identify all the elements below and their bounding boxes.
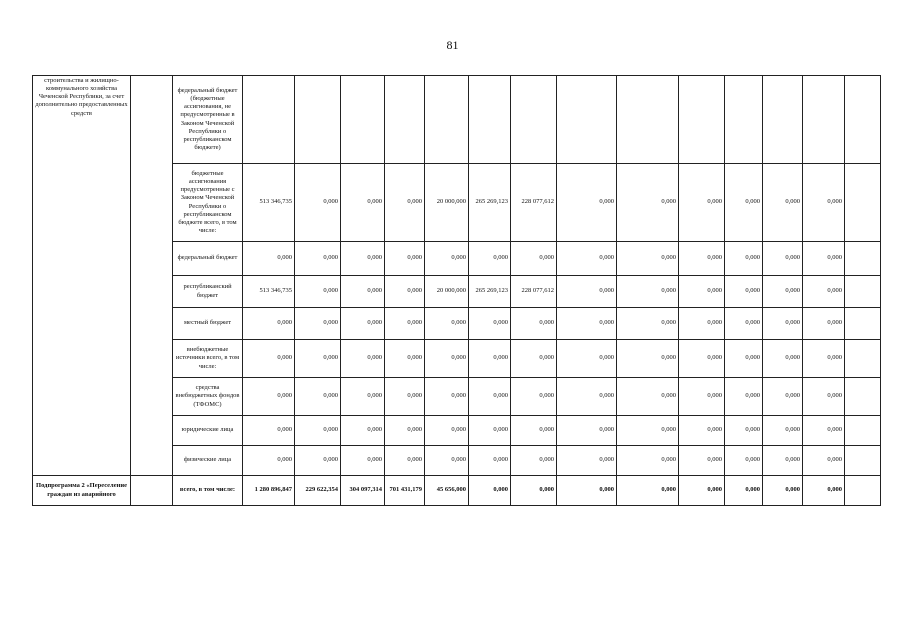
section-2-body <box>33 476 881 506</box>
amount-cell <box>845 76 881 164</box>
amount-cell <box>845 340 881 378</box>
funding-source-cell: местный бюджет <box>173 308 243 340</box>
amount-cell: 0,000 <box>763 242 803 276</box>
amount-cell: 0,000 <box>385 446 425 476</box>
amount-cell: 0,000 <box>295 446 341 476</box>
amount-cell: 0,000 <box>679 340 725 378</box>
amount-cell: 0,000 <box>617 446 679 476</box>
amount-cell <box>845 276 881 308</box>
amount-cell <box>679 76 725 164</box>
amount-cell: 0,000 <box>341 164 385 242</box>
amount-cell: 0,000 <box>295 416 341 446</box>
amount-cell: 0,000 <box>679 476 725 506</box>
amount-cell: 0,000 <box>511 308 557 340</box>
amount-cell <box>845 308 881 340</box>
amount-cell: 0,000 <box>295 164 341 242</box>
page-number: 81 <box>446 38 459 52</box>
amount-cell <box>845 164 881 242</box>
amount-cell: 513 346,735 <box>243 276 295 308</box>
amount-cell: 0,000 <box>341 446 385 476</box>
amount-cell: 45 656,000 <box>425 476 469 506</box>
funding-source-cell: внебюджетные источники всего, в том числе: <box>173 340 243 378</box>
amount-cell: 0,000 <box>557 446 617 476</box>
amount-cell: 0,000 <box>295 340 341 378</box>
amount-cell: 0,000 <box>385 308 425 340</box>
amount-cell: 0,000 <box>617 476 679 506</box>
amount-cell: 0,000 <box>679 164 725 242</box>
amount-cell: 0,000 <box>679 446 725 476</box>
amount-cell: 0,000 <box>385 378 425 416</box>
executor-cell <box>131 476 173 506</box>
amount-cell <box>803 76 845 164</box>
amount-cell: 0,000 <box>243 242 295 276</box>
amount-cell: 701 431,179 <box>385 476 425 506</box>
amount-cell: 0,000 <box>617 164 679 242</box>
amount-cell: 0,000 <box>341 242 385 276</box>
amount-cell: 0,000 <box>341 276 385 308</box>
amount-cell: 20 000,000 <box>425 276 469 308</box>
amount-cell: 0,000 <box>295 308 341 340</box>
amount-cell: 0,000 <box>557 416 617 446</box>
amount-cell: 0,000 <box>425 446 469 476</box>
amount-cell: 0,000 <box>803 476 845 506</box>
budget-table <box>32 75 881 506</box>
amount-cell <box>725 76 763 164</box>
amount-cell: 0,000 <box>295 242 341 276</box>
amount-cell: 0,000 <box>243 340 295 378</box>
subprogram-name-cell: Подпрограмма 2 «Переселение граждан из аварийного <box>33 476 131 506</box>
amount-cell: 0,000 <box>679 416 725 446</box>
amount-cell: 0,000 <box>679 308 725 340</box>
amount-cell: 0,000 <box>243 416 295 446</box>
amount-cell: 0,000 <box>763 340 803 378</box>
amount-cell: 0,000 <box>385 416 425 446</box>
amount-cell: 0,000 <box>511 242 557 276</box>
amount-cell: 0,000 <box>243 308 295 340</box>
amount-cell: 0,000 <box>803 242 845 276</box>
amount-cell: 0,000 <box>725 476 763 506</box>
amount-cell: 0,000 <box>469 378 511 416</box>
amount-cell: 0,000 <box>341 378 385 416</box>
amount-cell: 0,000 <box>763 276 803 308</box>
amount-cell: 0,000 <box>511 340 557 378</box>
amount-cell: 0,000 <box>679 242 725 276</box>
amount-cell: 229 622,354 <box>295 476 341 506</box>
amount-cell: 0,000 <box>725 276 763 308</box>
amount-cell: 0,000 <box>763 446 803 476</box>
amount-cell: 0,000 <box>763 476 803 506</box>
program-name-cell: строительства и жилищно-коммунального хозяйства Чеченской Республики, за счет дополнительно предоставленных средств <box>33 76 131 476</box>
funding-source-cell: республиканский бюджет <box>173 276 243 308</box>
amount-cell: 0,000 <box>557 378 617 416</box>
amount-cell: 0,000 <box>511 476 557 506</box>
amount-cell: 0,000 <box>617 340 679 378</box>
amount-cell: 0,000 <box>511 378 557 416</box>
amount-cell: 0,000 <box>469 242 511 276</box>
amount-cell: 0,000 <box>725 340 763 378</box>
amount-cell: 1 280 896,847 <box>243 476 295 506</box>
funding-source-cell: физические лица <box>173 446 243 476</box>
amount-cell: 304 097,314 <box>341 476 385 506</box>
amount-cell: 0,000 <box>469 308 511 340</box>
amount-cell: 0,000 <box>617 308 679 340</box>
amount-cell: 228 077,612 <box>511 276 557 308</box>
amount-cell: 228 077,612 <box>511 164 557 242</box>
amount-cell <box>845 446 881 476</box>
amount-cell <box>385 76 425 164</box>
amount-cell: 0,000 <box>385 276 425 308</box>
funding-source-cell: юридические лица <box>173 416 243 446</box>
amount-cell: 0,000 <box>295 378 341 416</box>
amount-cell: 0,000 <box>469 446 511 476</box>
amount-cell: 0,000 <box>469 340 511 378</box>
amount-cell: 0,000 <box>425 308 469 340</box>
amount-cell: 0,000 <box>725 308 763 340</box>
amount-cell: 0,000 <box>425 416 469 446</box>
amount-cell: 0,000 <box>557 276 617 308</box>
amount-cell: 0,000 <box>763 164 803 242</box>
amount-cell: 0,000 <box>679 276 725 308</box>
amount-cell: 0,000 <box>243 446 295 476</box>
amount-cell: 0,000 <box>803 164 845 242</box>
amount-cell: 0,000 <box>803 446 845 476</box>
amount-cell <box>425 76 469 164</box>
amount-cell: 0,000 <box>803 276 845 308</box>
amount-cell: 0,000 <box>469 416 511 446</box>
amount-cell: 0,000 <box>617 276 679 308</box>
amount-cell: 0,000 <box>295 276 341 308</box>
amount-cell <box>845 416 881 446</box>
amount-cell: 0,000 <box>385 164 425 242</box>
amount-cell: 0,000 <box>725 416 763 446</box>
amount-cell: 0,000 <box>425 242 469 276</box>
amount-cell: 513 346,735 <box>243 164 295 242</box>
amount-cell: 0,000 <box>511 416 557 446</box>
amount-cell: 0,000 <box>725 164 763 242</box>
amount-cell: 0,000 <box>557 308 617 340</box>
amount-cell: 0,000 <box>617 242 679 276</box>
amount-cell: 0,000 <box>557 476 617 506</box>
amount-cell: 0,000 <box>803 378 845 416</box>
amount-cell <box>295 76 341 164</box>
amount-cell: 0,000 <box>725 242 763 276</box>
amount-cell <box>511 76 557 164</box>
executor-cell <box>131 76 173 476</box>
amount-cell: 0,000 <box>425 378 469 416</box>
funding-source-cell: средства внебюджетных фондов (ТФОМС) <box>173 378 243 416</box>
amount-cell <box>845 242 881 276</box>
amount-cell: 0,000 <box>763 416 803 446</box>
amount-cell: 0,000 <box>803 416 845 446</box>
amount-cell: 0,000 <box>425 340 469 378</box>
table-row <box>33 76 881 164</box>
funding-source-cell: всего, в том числе: <box>173 476 243 506</box>
amount-cell <box>557 76 617 164</box>
amount-cell <box>469 76 511 164</box>
amount-cell: 20 000,000 <box>425 164 469 242</box>
funding-source-cell: бюджетные ассигнования предусмотренные с Законом Чеченской Республики о республиканском бюджете всего, в том числе: <box>173 164 243 242</box>
amount-cell: 265 269,123 <box>469 276 511 308</box>
amount-cell: 0,000 <box>725 378 763 416</box>
amount-cell: 0,000 <box>617 416 679 446</box>
amount-cell <box>845 476 881 506</box>
amount-cell: 0,000 <box>763 308 803 340</box>
amount-cell: 0,000 <box>341 416 385 446</box>
amount-cell <box>763 76 803 164</box>
section-1-body <box>33 76 881 476</box>
amount-cell: 0,000 <box>803 308 845 340</box>
amount-cell: 0,000 <box>617 378 679 416</box>
amount-cell: 0,000 <box>243 378 295 416</box>
amount-cell: 0,000 <box>803 340 845 378</box>
amount-cell: 0,000 <box>341 340 385 378</box>
table-row <box>33 476 881 506</box>
amount-cell: 0,000 <box>385 242 425 276</box>
funding-source-cell: федеральный бюджет (бюджетные ассигнования, не предусмотренные в Законом Чеченской Республики о республиканском бюджете) <box>173 76 243 164</box>
amount-cell: 0,000 <box>725 446 763 476</box>
amount-cell: 0,000 <box>341 308 385 340</box>
amount-cell <box>617 76 679 164</box>
amount-cell <box>845 378 881 416</box>
funding-source-cell: федеральный бюджет <box>173 242 243 276</box>
amount-cell <box>243 76 295 164</box>
amount-cell: 265 269,123 <box>469 164 511 242</box>
amount-cell: 0,000 <box>557 164 617 242</box>
amount-cell: 0,000 <box>469 476 511 506</box>
amount-cell: 0,000 <box>679 378 725 416</box>
amount-cell: 0,000 <box>763 378 803 416</box>
amount-cell: 0,000 <box>385 340 425 378</box>
amount-cell: 0,000 <box>557 340 617 378</box>
amount-cell <box>341 76 385 164</box>
amount-cell: 0,000 <box>557 242 617 276</box>
amount-cell: 0,000 <box>511 446 557 476</box>
